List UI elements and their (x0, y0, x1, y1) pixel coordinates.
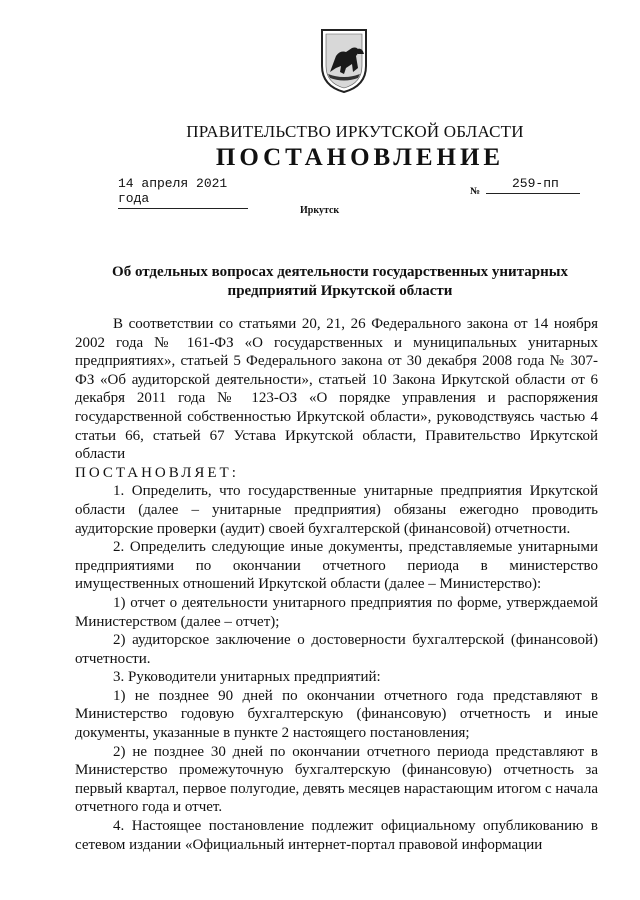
city-name: Иркутск (300, 205, 340, 216)
clause-3-item-1: 1) не позднее 90 дней по окончании отчетного года представляют в Министерство годовую бухгалтерскую (финансовую) отчетность и иные документы, указанные в пункте 2 настоящего постановления; (75, 687, 598, 742)
resolves-heading: ПОСТАНОВЛЯЕТ: (75, 464, 239, 481)
document-body (75, 315, 598, 854)
document-type: ПОСТАНОВЛЕНИЕ (215, 144, 505, 171)
clause-2-item-2: 2) аудиторское заключение о достоверности бухгалтерской (финансовой) отчетности. (75, 632, 598, 667)
clause-2: 2. Определить следующие иные документы, представляемые унитарными предприятиями по окончании отчетного периода в министерство имущественных отношений Иркутской области (далее – Министерство): (75, 539, 598, 593)
clause-3: 3. Руководители унитарных предприятий: (113, 669, 381, 686)
clause-3-item-2: 2) не позднее 30 дней по окончании отчетного периода представляют в Министерство промежуточную бухгалтерскую (финансовую) отчетность за первый квартал, первое полугодие, девять месяцев нарастающим итогом с начала отчетного года и отчет. (75, 743, 598, 816)
title-line: предприятий Иркутской области (227, 283, 453, 299)
document-date: 14 апреля 2021 года (118, 176, 248, 209)
document-title (100, 263, 580, 301)
number-sign: № (470, 186, 481, 197)
organization-name: ПРАВИТЕЛЬСТВО ИРКУТСКОЙ ОБЛАСТИ (186, 122, 524, 141)
document-number: 259-пп (486, 176, 580, 194)
clause-4: 4. Настоящее постановление подлежит официальному опубликованию в сетевом издании «Официальный интернет-портал правовой информации (75, 818, 598, 853)
irkutsk-coat-of-arms-icon (318, 28, 370, 94)
clause-1: 1. Определить, что государственные унитарные предприятия Иркутской области (далее – унитарные предприятия) обязаны ежегодно проводить аудиторские проверки (аудит) своей бухгалтерской (финансовой) отчетности. (75, 483, 598, 537)
preamble-paragraph: В соответствии со статьями 20, 21, 26 Федерального закона от 14 ноября 2002 года № 161-ФЗ «О государственных и муниципальных унитарных предприятиях», статьей 5 Федерального закона от 30 декабря 2008 года № 307-ФЗ «Об аудиторской деятельности», статьей 10 Закона Иркутской области от 6 декабря 2011 года № 123-ОЗ «О порядке управления и распоряжения государственной собственностью Иркутской области», руководствуясь частью 4 статьи 66, статьей 67 Устава Иркутской области, Правительство Иркутской области (75, 316, 598, 463)
title-line: Об отдельных вопросах деятельности государственных унитарных (112, 264, 568, 280)
clause-2-item-1: 1) отчет о деятельности унитарного предприятия по форме, утверждаемой Министерством (далее – отчет); (75, 594, 598, 630)
